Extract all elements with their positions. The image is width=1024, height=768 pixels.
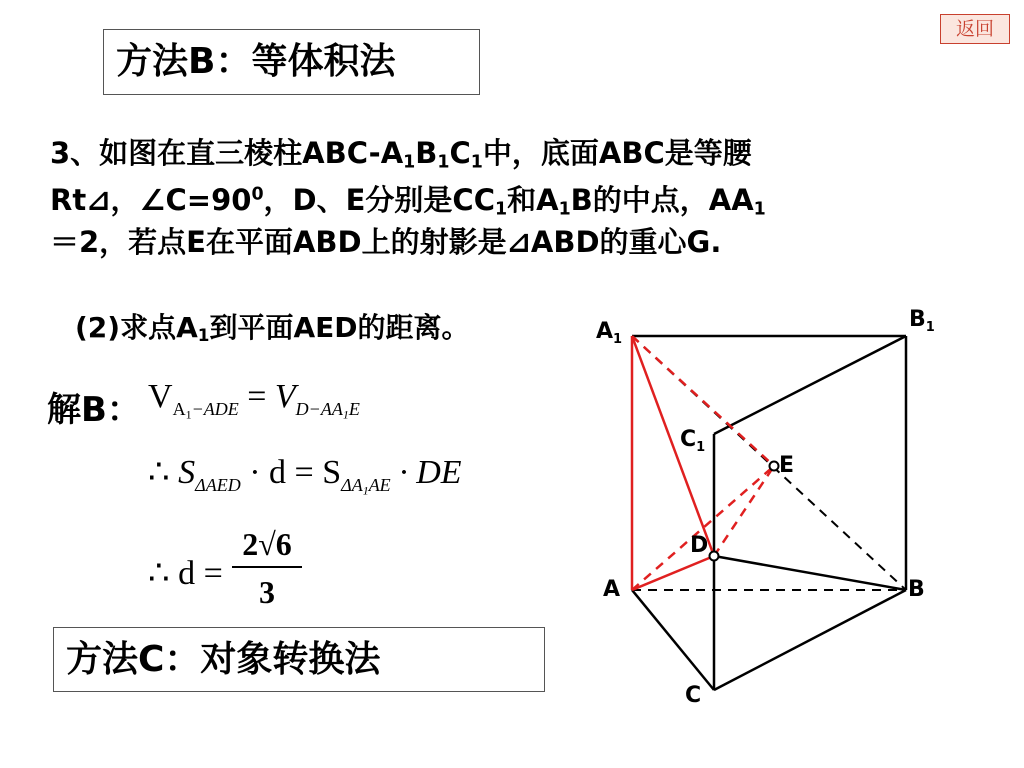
label-b: B [908, 577, 925, 602]
edge-a1-d [632, 336, 714, 556]
label-c: C [685, 683, 702, 708]
method-c-title: 方法C：对象转换法 [53, 627, 545, 692]
label-a: A [603, 577, 621, 602]
method-b-title: 方法B：等体积法 [103, 29, 480, 95]
edge-b1-c1 [714, 336, 906, 434]
problem-line-3: ＝2，若点E在平面ABD上的射影是⊿ABD的重心G. [50, 225, 722, 259]
edge-c-b [714, 590, 906, 690]
question-text: (2)求点$A_1$到平面AED的距离。 [75, 311, 470, 346]
fraction-denominator: 3 [259, 574, 275, 610]
edge-d-b [714, 556, 906, 590]
area-equation: ∴ $S_{\Delta AED} \cdot d = S_{\Delta A_1AE}$ · DE [148, 454, 462, 498]
fraction-numerator: 2√6 [232, 526, 302, 568]
red-solid-edges [632, 336, 714, 590]
label-b1: $B_1$ [909, 307, 935, 335]
point-d-marker [710, 552, 719, 561]
label-d: D [690, 533, 709, 558]
solid-edges [632, 336, 906, 690]
distance-result-prefix: ∴ d = [148, 555, 223, 592]
point-e-marker [770, 462, 779, 471]
edge-a-e [632, 466, 774, 590]
edge-a-c [632, 590, 714, 690]
edge-d-e [714, 466, 774, 556]
label-c1: $C_1$ [680, 427, 706, 455]
volume-equation: $V_{A_1-ADE} = V_{D-AA_1E}$ [148, 378, 360, 422]
dashed-edges [632, 336, 906, 590]
label-e: E [779, 453, 795, 478]
edge-a1-b-hidden [632, 336, 906, 590]
problem-line-2: Rt⊿，$\angle C=90^0$，D、E分别是$CC_1$和$A_1B$的中点，$AA_1$ [50, 183, 766, 220]
problem-line-1: 3、如图在直三棱柱ABC-$A_1B_1C_1$中，底面ABC是等腰 [50, 136, 752, 173]
edge-a1-e [632, 336, 774, 466]
distance-fraction [232, 526, 302, 611]
edge-a-d [632, 556, 714, 590]
label-a1: $A_1$ [596, 319, 623, 347]
back-button[interactable]: 返回 [940, 14, 1010, 44]
red-dashed-edges [632, 336, 774, 590]
solution-label: 解B： [47, 390, 141, 430]
